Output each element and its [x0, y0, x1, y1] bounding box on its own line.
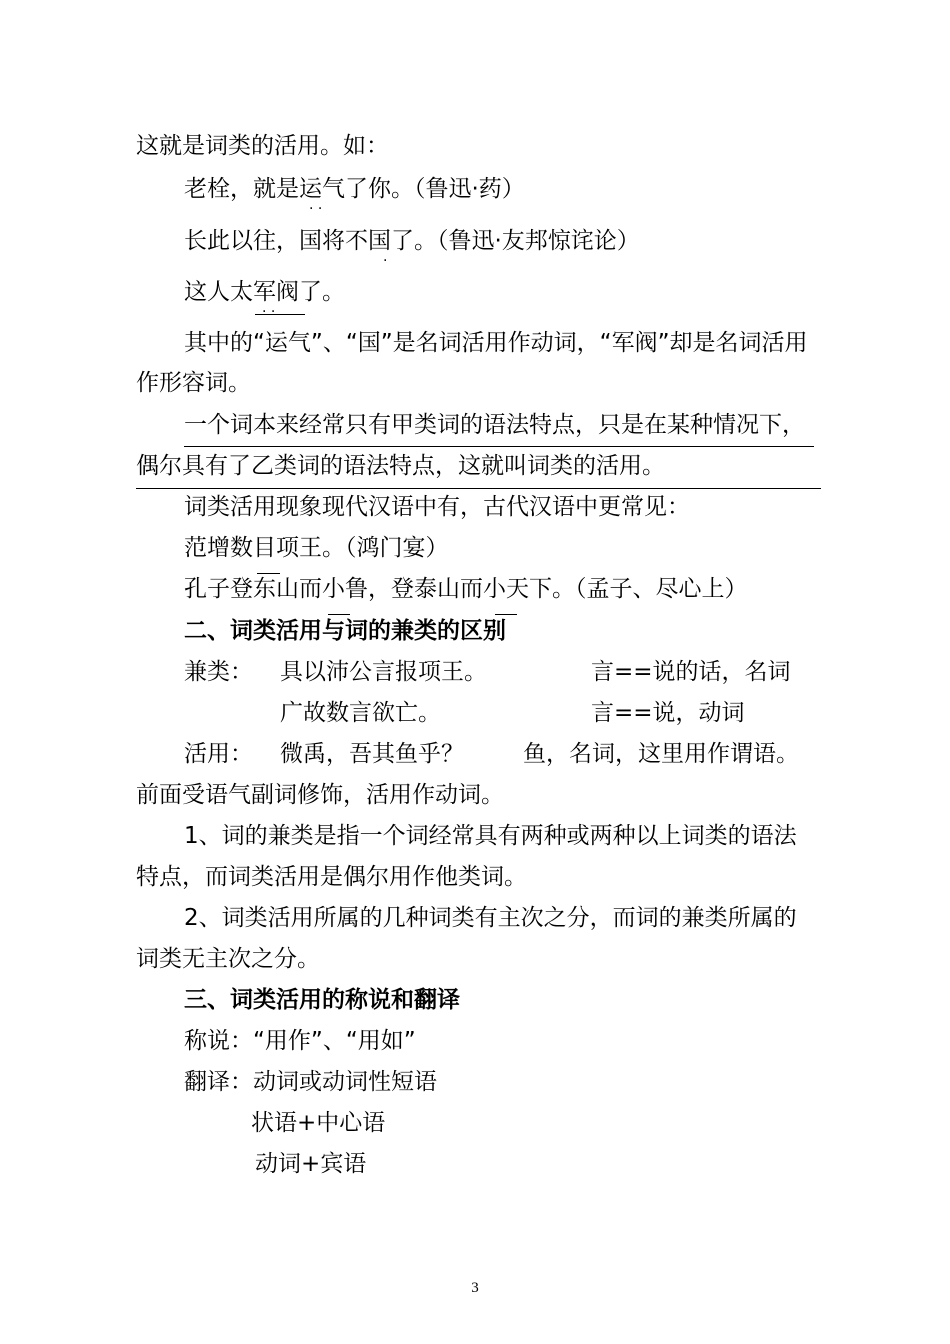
definition-line: 一个词本来经常只有甲类词的语法特点，只是在某种情况下，: [184, 412, 805, 438]
overline: [328, 614, 350, 615]
section-heading: 三、词类活用的称说和翻译: [184, 987, 460, 1013]
huoyong-example: 微禹，吾其鱼乎？: [280, 741, 464, 767]
page-number: 3: [471, 1280, 479, 1296]
overline: [495, 614, 517, 615]
example-line: 老栓，就是运气了你。（鲁迅·药）: [184, 176, 525, 202]
example-line: 长此以往，国将不国了。（鲁迅·友邦惊诧论）: [184, 228, 640, 254]
point-line: 词类无主次之分。: [136, 946, 320, 972]
example-line: 孔子登东山而小鲁，登泰山而小天下。（孟子、尽心上）: [184, 576, 748, 602]
emphasis-dots: · ·: [262, 304, 276, 320]
point-line: 1、词的兼类是指一个词经常具有两种或两种以上词类的语法: [184, 823, 797, 849]
huoyong-gloss: 鱼，名词，这里用作谓语。: [523, 741, 799, 767]
point-line: 2、词类活用所属的几种词类有主次之分，而词的兼类所属的: [184, 905, 797, 931]
definition-line: 偶尔具有了乙类词的语法特点，这就叫词类的活用。: [136, 453, 665, 479]
chengshuo-line: 称说：“用作”、“用如”: [184, 1028, 416, 1054]
text-line: 其中的“运气”、“国”是名词活用作动词，“军阀”却是名词活用: [184, 330, 808, 356]
point-line: 特点，而词类活用是偶尔用作他类词。: [136, 864, 527, 890]
underline: [184, 446, 814, 447]
example-line: 这人太军阀了。: [184, 279, 345, 305]
text-line: 这就是词类的活用。如：: [136, 133, 389, 159]
emphasis-dots: ·: [383, 253, 388, 269]
section-heading: 二、词类活用与词的兼类的区别: [184, 618, 506, 644]
emphasis-dots: · ·: [309, 201, 323, 217]
text-line: 作形容词。: [136, 370, 251, 396]
jianlei-example-2: 广故数言欲亡。: [280, 700, 441, 726]
underline: [136, 488, 821, 489]
fanyi-item: 状语+中心语: [251, 1110, 386, 1136]
huoyong-continuation: 前面受语气副词修饰，活用作动词。: [136, 782, 504, 808]
fanyi-item: 动词+宾语: [255, 1151, 367, 1177]
underline: [255, 314, 305, 315]
text-line: 词类活用现象现代汉语中有，古代汉语中更常见：: [184, 494, 690, 520]
jianlei-gloss-1: 言==说的话，名词: [591, 659, 791, 685]
jianlei-label: 兼类：: [184, 659, 253, 685]
fanyi-line: 翻译：动词或动词性短语: [184, 1069, 437, 1095]
jianlei-example-1: 具以沛公言报项王。: [280, 659, 487, 685]
jianlei-gloss-2: 言==说，动词: [591, 700, 745, 726]
overline: [257, 573, 280, 574]
huoyong-label: 活用：: [184, 741, 253, 767]
example-line: 范增数目项王。（鸿门宴）: [184, 535, 449, 561]
